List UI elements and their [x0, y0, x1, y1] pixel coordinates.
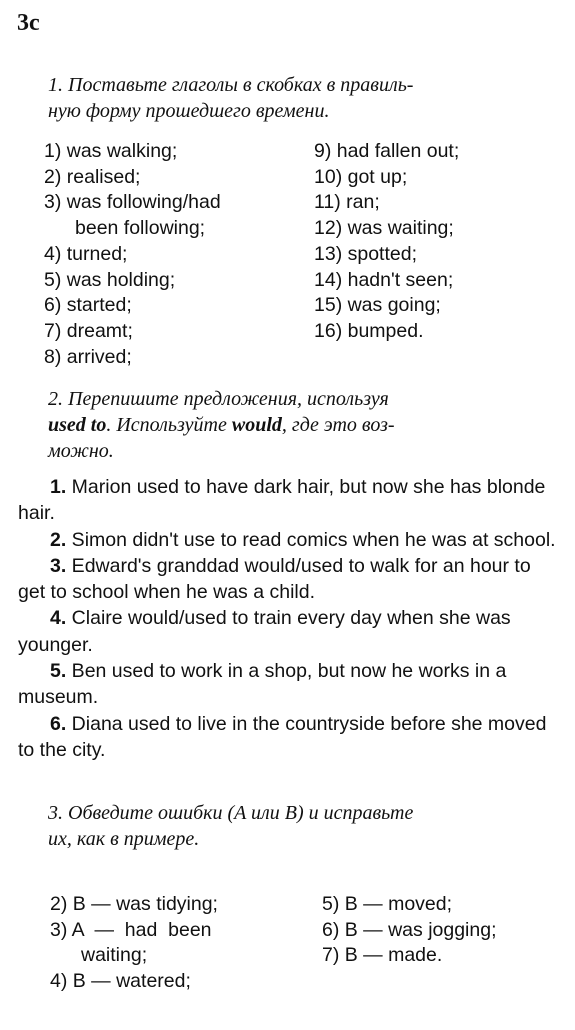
task1-instruction-line: ную форму прошедшего времени. — [48, 100, 330, 122]
would-keyword: would — [231, 414, 282, 436]
answer-item: 6) B — was jogging; — [322, 918, 497, 941]
sentence: 2. Simon didn't use to read comics when he was at school. — [50, 528, 556, 551]
answer-item: been following; — [75, 217, 206, 240]
answer-item: 14) hadn't seen; — [314, 268, 454, 291]
answer-item: 7) B — made. — [322, 944, 443, 967]
answer-item: 13) spotted; — [314, 242, 417, 265]
task2-instruction-line: 2. Перепишите предложения, используя — [48, 388, 389, 410]
sentence: 6. Diana used to live in the countryside before she moved to the city. — [18, 712, 547, 761]
task3-answers-right — [322, 892, 497, 969]
answer-item: 2) realised; — [44, 165, 141, 188]
section-heading: 3c — [17, 10, 40, 36]
task1-instruction — [48, 72, 548, 124]
answer-item: 10) got up; — [314, 165, 408, 188]
task1-answers-right — [314, 139, 459, 345]
sentence: 5. Ben used to work in a shop, but now he works in a museum. — [18, 660, 507, 709]
task3-instruction — [48, 800, 548, 852]
task3-instruction-line: их, как в примере. — [48, 828, 200, 850]
answer-item: 7) dreamt; — [44, 319, 133, 342]
task1-instruction-line: 1. Поставьте глаголы в скобках в правиль- — [48, 74, 414, 96]
task2-instruction-line: used to. Используйте would, где это воз- — [48, 414, 395, 436]
answer-item: 3) A — had been — [50, 918, 212, 941]
answer-item: 11) ran; — [314, 191, 380, 214]
used-to-keyword: used to — [48, 414, 107, 436]
task3-instruction-line: 3. Обведите ошибки (A или B) и исправьте — [48, 802, 414, 824]
answer-item: 4) B — watered; — [50, 970, 191, 993]
answer-item: 4) turned; — [44, 242, 128, 265]
answer-item: waiting; — [81, 944, 148, 967]
sentence: 3. Edward's granddad would/used to walk for an hour to get to school when he was a child. — [18, 554, 531, 604]
answer-item: 9) had fallen out; — [314, 140, 460, 162]
answer-item: 2) B — was tidying; — [50, 893, 218, 915]
answer-item: 5) was holding; — [44, 268, 176, 291]
task2-instruction-line: можно. — [48, 440, 114, 462]
answer-item: 8) arrived; — [44, 345, 132, 368]
task2-instruction — [48, 386, 548, 464]
answer-item: 6) started; — [44, 294, 132, 317]
answer-item: 16) bumped. — [314, 319, 424, 342]
task1-answers-left — [44, 139, 221, 370]
answer-item: 15) was going; — [314, 294, 441, 317]
answer-item: 12) was waiting; — [314, 217, 454, 240]
sentence: 4. Claire would/used to train every day when she was younger. — [18, 607, 511, 656]
answer-item: 1) was walking; — [44, 140, 178, 162]
answer-item: 3) was following/had — [44, 191, 221, 214]
sentence: 1. Marion used to have dark hair, but now she has blonde hair. — [18, 476, 546, 525]
task3-answers-left — [50, 892, 218, 995]
answer-item: 5) B — moved; — [322, 893, 453, 915]
task2-sentences — [18, 474, 560, 763]
